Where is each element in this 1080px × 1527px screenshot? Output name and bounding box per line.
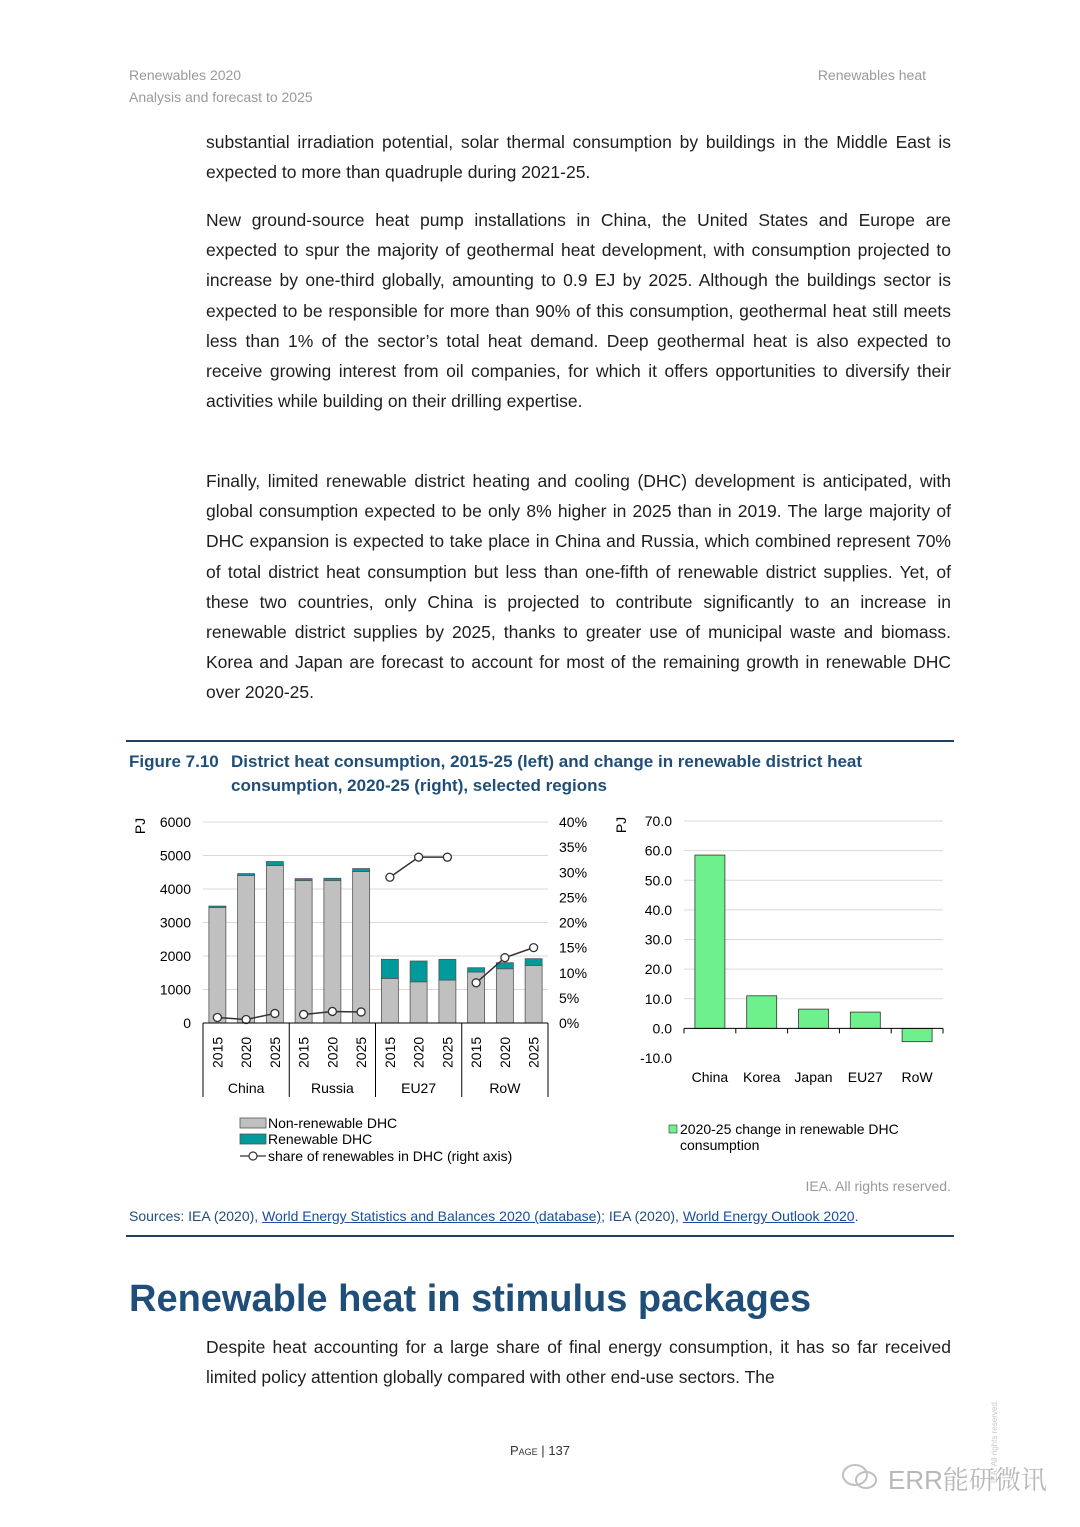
- paragraph-3: Finally, limited renewable district heating and cooling (DHC) development is anticipated, with global consumption expected to be only 8% higher in 2025 than in 2019. The large majority of DHC expansion is expected to take place in China and Russia, which combined represent 70% of total district heat consumption but less than one-fifth of renewable district supplies. Yet, of these two countries, only China is projected to contribute significantly to an increase in renewable district supplies by 2025, thanks to greater use of municipal waste and biomass. Korea and Japan are forecast to account for most of the remaining growth in renewable DHC over 2020-25.: [206, 471, 951, 703]
- bar-nonrenewable: [496, 969, 513, 1023]
- category-label: Japan: [794, 1069, 833, 1085]
- share-point: [415, 853, 423, 861]
- figure-title: District heat consumption, 2015-25 (left) and change in renewable district heat consumption, 2020-25 (right), selected regions: [231, 752, 863, 795]
- legend-swatch-nonrenewable: [240, 1118, 266, 1128]
- header-right: Renewables heat: [817, 67, 926, 83]
- bar-renewable: [410, 961, 427, 982]
- y-tick-label: 0: [183, 1015, 191, 1031]
- y-tick-label: -10.0: [640, 1050, 672, 1066]
- bar-change: [747, 996, 777, 1029]
- page-separator: |: [541, 1443, 545, 1458]
- bar-nonrenewable: [381, 978, 398, 1023]
- y-tick-label: 2000: [159, 948, 191, 964]
- sources-suffix: .: [854, 1208, 859, 1224]
- share-point: [443, 853, 451, 861]
- share-point: [271, 1009, 279, 1017]
- year-tick-label: 2020: [496, 1036, 513, 1068]
- legend-swatch-renewable: [240, 1134, 266, 1144]
- bar-nonrenewable: [410, 982, 427, 1023]
- y-tick-label: 6000: [159, 814, 191, 830]
- renewable-change-chart: [605, 805, 955, 1170]
- category-label: China: [691, 1069, 729, 1085]
- legend-label-nonrenewable: Non-renewable DHC: [268, 1115, 398, 1131]
- y2-tick-label: 15%: [559, 939, 588, 956]
- category-label: EU27: [847, 1069, 883, 1085]
- bar-nonrenewable: [238, 876, 255, 1023]
- side-rights-note: IEA. All rights reserved.: [990, 1400, 999, 1484]
- y-tick-label: 50.0: [644, 872, 672, 889]
- figure-bottom-rule: [126, 1235, 954, 1237]
- share-point: [213, 1013, 221, 1021]
- bar-change: [695, 855, 725, 1028]
- bar-nonrenewable: [295, 881, 312, 1023]
- group-label: RoW: [489, 1080, 521, 1096]
- sources-prefix: Sources: IEA (2020),: [129, 1208, 263, 1224]
- y-axis-label: PJ: [132, 817, 148, 835]
- category-label: RoW: [901, 1069, 933, 1085]
- share-point: [357, 1008, 365, 1016]
- share-point: [242, 1015, 250, 1023]
- bar-renewable: [209, 906, 226, 907]
- y2-tick-label: 35%: [559, 839, 588, 856]
- year-tick-label: 2020: [238, 1036, 255, 1068]
- y-axis-label: PJ: [613, 816, 629, 834]
- report-subtitle: Analysis and forecast to 2025: [129, 89, 313, 105]
- legend-label-renewable: Renewable DHC: [268, 1131, 373, 1147]
- year-tick-label: 2025: [266, 1036, 283, 1068]
- y2-tick-label: 30%: [559, 864, 588, 881]
- figure-sources: [129, 1208, 858, 1224]
- bar-nonrenewable: [525, 965, 542, 1023]
- y-tick-label: 10.0: [644, 990, 672, 1007]
- bar-renewable: [525, 959, 542, 966]
- page-number-value: 137: [548, 1443, 571, 1458]
- bar-change: [850, 1012, 880, 1028]
- legend-swatch-share-point: [249, 1152, 257, 1160]
- rights-notice: IEA. All rights reserved.: [805, 1178, 951, 1194]
- year-tick-label: 2025: [439, 1036, 456, 1068]
- district-heat-chart: [120, 805, 600, 1170]
- bar-renewable: [324, 878, 341, 880]
- page-label: Page: [509, 1443, 538, 1458]
- source-link-web[interactable]: World Energy Statistics and Balances 2020 (database): [262, 1208, 602, 1224]
- sources-mid: ; IEA (2020),: [601, 1208, 683, 1224]
- bar-renewable: [439, 959, 456, 980]
- bar-nonrenewable: [439, 980, 456, 1023]
- bar-change: [799, 1009, 829, 1028]
- y2-tick-label: 20%: [559, 914, 588, 931]
- group-label: Russia: [310, 1080, 354, 1096]
- y-tick-label: 20.0: [644, 961, 672, 978]
- y2-tick-label: 10%: [559, 964, 588, 981]
- figure-top-rule: [126, 740, 954, 742]
- header-left: [129, 64, 313, 108]
- source-link-weo[interactable]: World Energy Outlook 2020: [682, 1208, 855, 1224]
- y-tick-label: 0.0: [652, 1020, 672, 1037]
- report-title: Renewables 2020: [129, 67, 242, 83]
- legend-label-change-line2: consumption: [680, 1137, 760, 1153]
- bar-renewable: [238, 874, 255, 876]
- y2-tick-label: 25%: [559, 889, 588, 906]
- paragraph-1: substantial irradiation potential, solar thermal consumption by buildings in the Middle East is expected to more than quadruple during 2021-25.: [206, 132, 951, 183]
- y-tick-label: 1000: [159, 981, 191, 998]
- y-tick-label: 3000: [159, 914, 191, 931]
- bar-renewable: [353, 869, 370, 872]
- year-tick-label: 2020: [324, 1036, 341, 1068]
- share-point: [300, 1010, 308, 1018]
- share-point: [530, 944, 538, 952]
- y-tick-label: 40.0: [644, 901, 672, 918]
- category-label: Korea: [743, 1069, 781, 1085]
- bar-renewable: [266, 862, 283, 866]
- y-tick-label: 4000: [159, 881, 191, 897]
- legend-label-share: share of renewables in DHC (right axis): [268, 1148, 513, 1164]
- year-tick-label: 2015: [295, 1036, 312, 1068]
- share-point: [386, 873, 394, 881]
- year-tick-label: 2020: [410, 1036, 427, 1068]
- bar-renewable: [381, 959, 398, 978]
- bar-change: [902, 1028, 932, 1041]
- legend-label-change-line1: 2020-25 change in renewable DHC: [680, 1121, 899, 1137]
- year-tick-label: 2015: [381, 1036, 398, 1068]
- y-tick-label: 30.0: [644, 931, 672, 948]
- year-tick-label: 2025: [525, 1036, 542, 1068]
- year-tick-label: 2025: [353, 1036, 370, 1068]
- year-tick-label: 2015: [209, 1036, 226, 1068]
- bar-nonrenewable: [209, 907, 226, 1023]
- section-paragraph: Despite heat accounting for a large share of final energy consumption, it has so far received limited policy attention globally compared with other end-use sectors. The: [206, 1337, 951, 1388]
- y-tick-label: 5000: [159, 847, 191, 864]
- section-heading: Renewable heat in stimulus packages: [129, 1278, 812, 1320]
- bar-renewable: [468, 968, 485, 972]
- page-number: [0, 1443, 1080, 1458]
- bar-renewable: [295, 879, 312, 881]
- y2-tick-label: 0%: [559, 1015, 580, 1031]
- share-point: [328, 1007, 336, 1015]
- paragraph-2: New ground-source heat pump installations in China, the United States and Europe are expected to spur the majority of geothermal heat development, with consumption projected to increase by one-third globally, amounting to 0.9 EJ by 2025. Although the buildings sector is expected to be responsible for more than 90% of this consumption, geothermal heat still meets less than 1% of the sector’s total heat demand. Deep geothermal heat is also expected to receive growing interest from oil companies, for which it offers opportunities to diversify their activities while building on their drilling expertise.: [206, 210, 951, 412]
- group-label: China: [227, 1080, 265, 1096]
- y-tick-label: 70.0: [644, 813, 672, 829]
- share-point: [472, 979, 480, 987]
- y2-tick-label: 5%: [559, 989, 580, 1006]
- watermark-text: ERR能研微讯: [888, 1465, 1047, 1495]
- y2-tick-label: 40%: [559, 814, 588, 830]
- bar-nonrenewable: [353, 872, 370, 1023]
- year-tick-label: 2015: [468, 1036, 485, 1068]
- bar-nonrenewable: [324, 881, 341, 1023]
- group-label: EU27: [401, 1080, 437, 1096]
- legend-swatch-change: [669, 1125, 677, 1133]
- figure-number: Figure 7.10: [129, 752, 219, 771]
- bar-nonrenewable: [266, 866, 283, 1023]
- y-tick-label: 60.0: [644, 842, 672, 859]
- share-point: [501, 954, 509, 962]
- wechat-icon: [840, 1462, 880, 1492]
